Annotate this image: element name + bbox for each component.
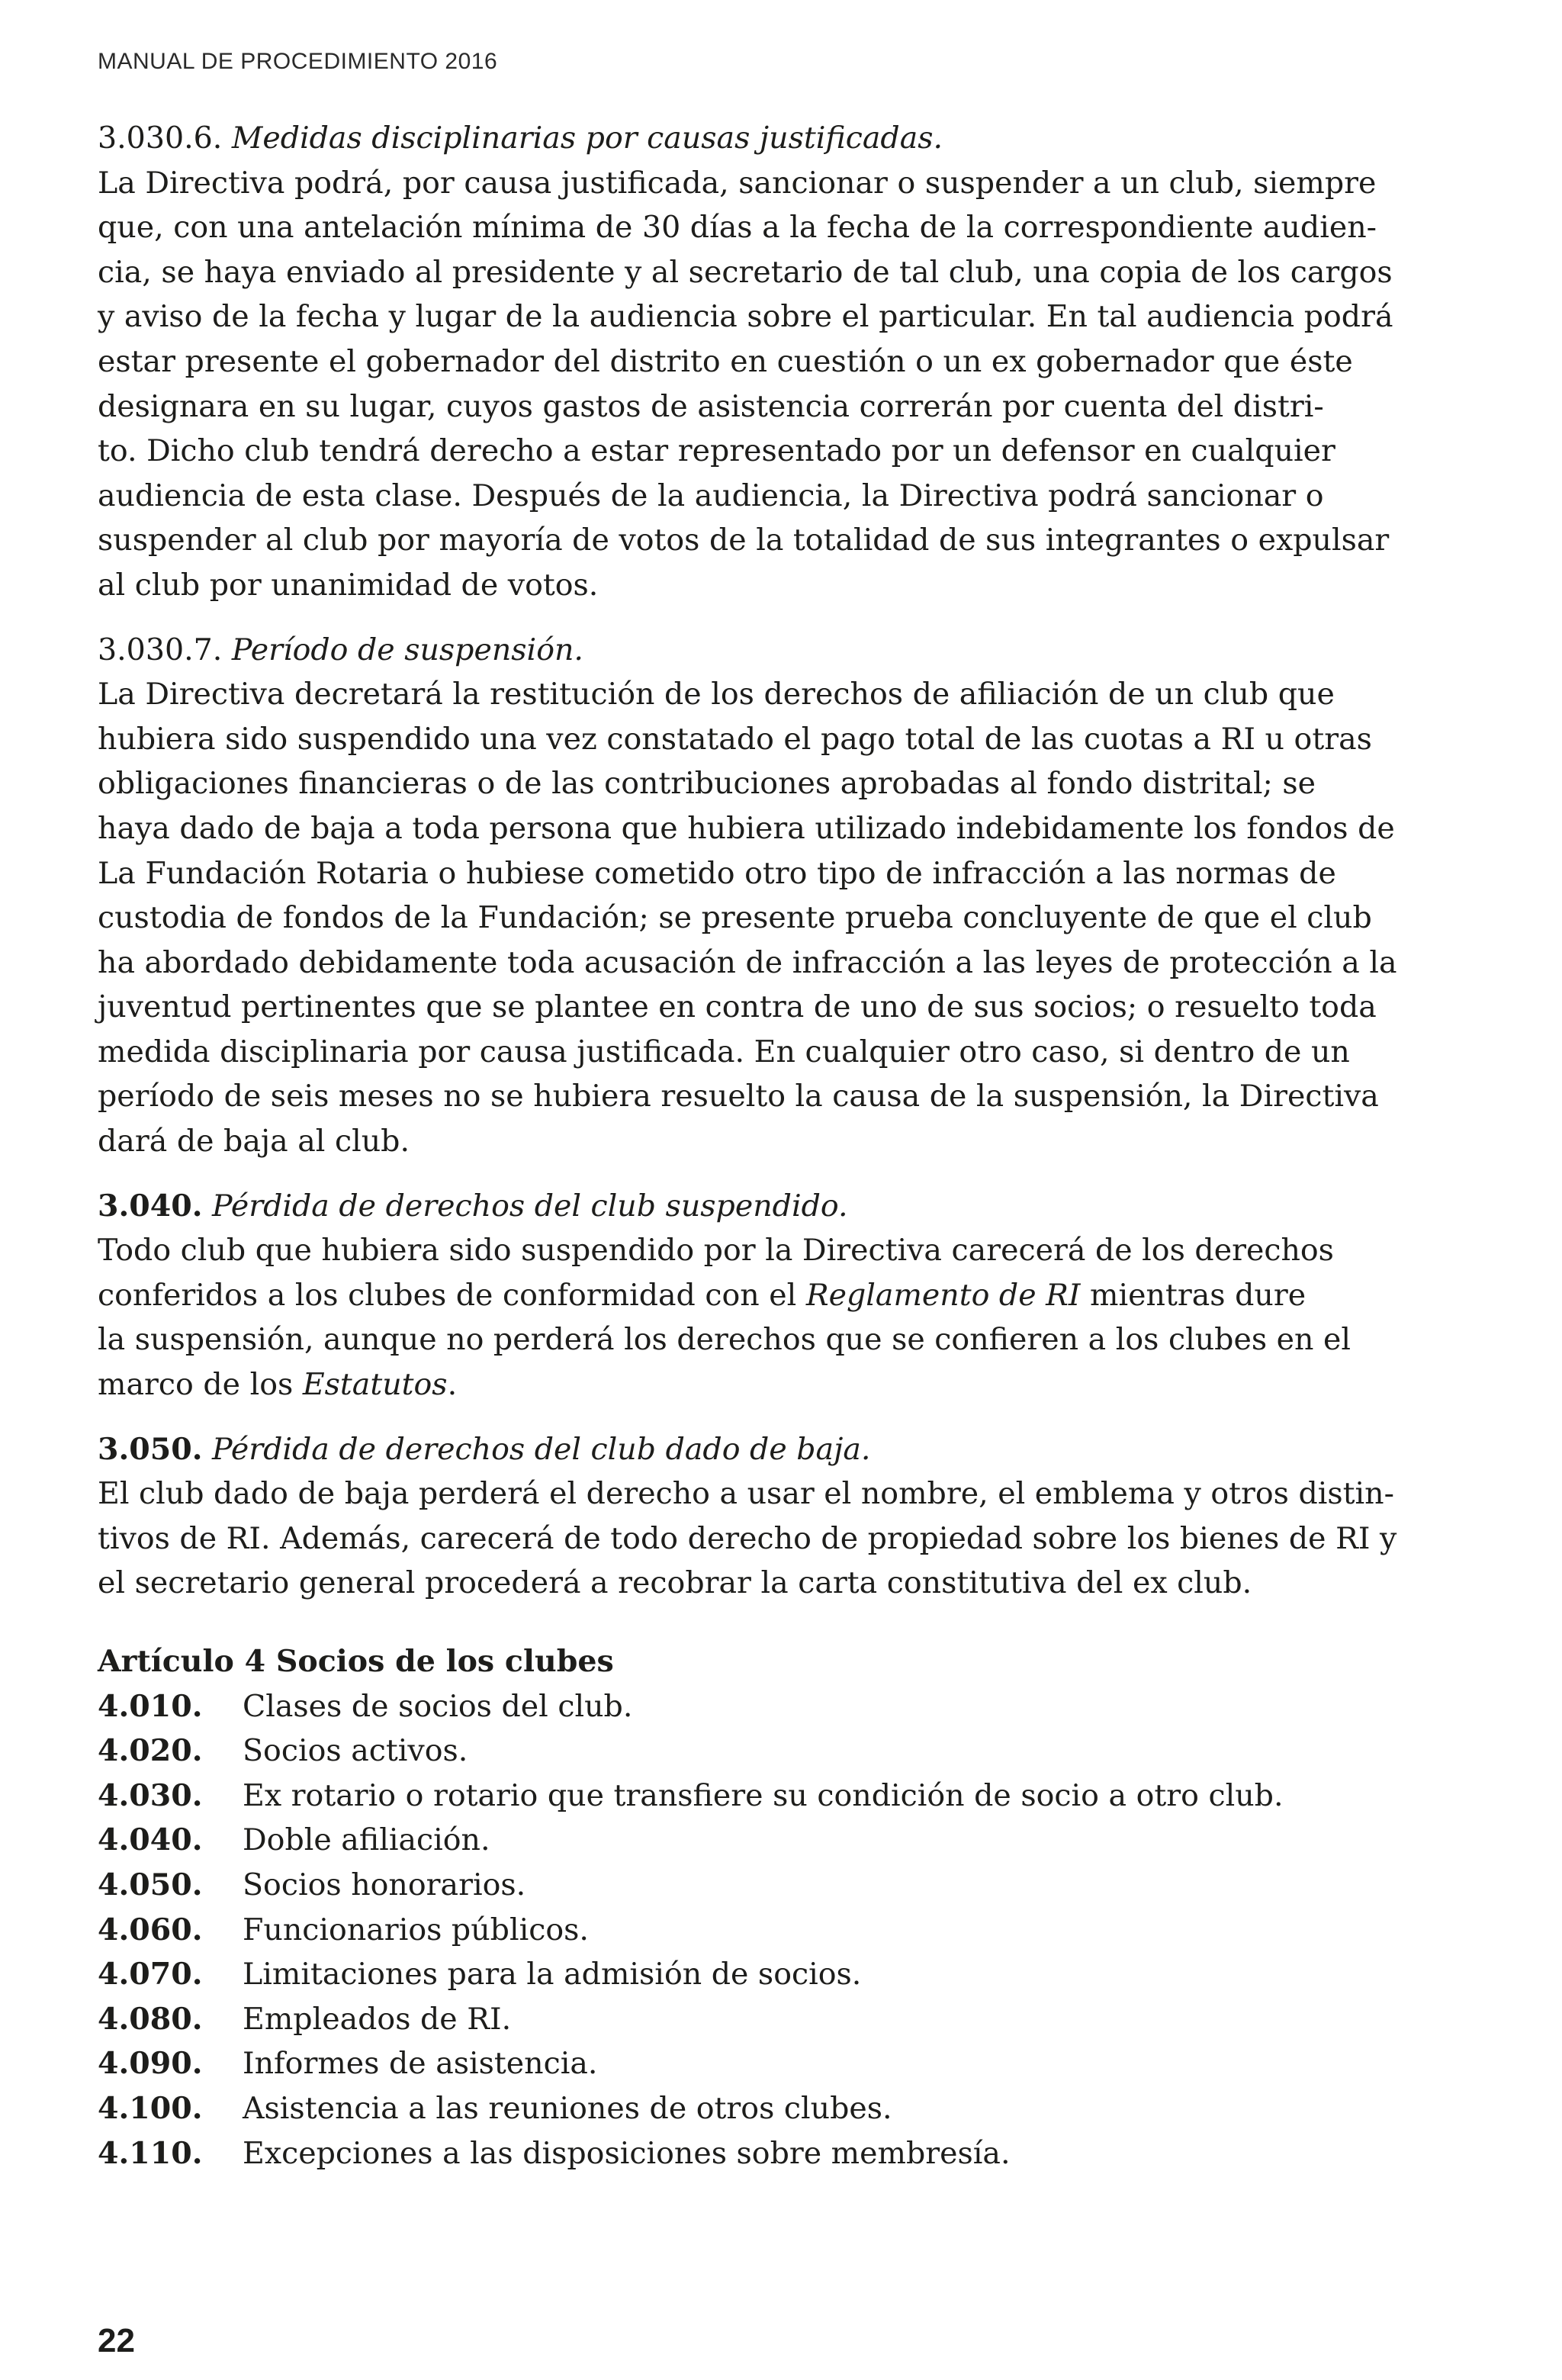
section-title: Período de suspensión.: [231, 632, 583, 667]
toc-item-label: Socios activos.: [243, 1733, 468, 1769]
toc-item-number: 4.080.: [98, 2001, 203, 2037]
article-title: Artículo 4 Socios de los clubes: [98, 1644, 614, 1679]
section-text-line: medida disciplinaria por causa justificada. En cualquier otro caso, si dentro de un: [98, 1034, 1350, 1069]
section-3-040: [98, 1184, 1425, 1407]
section-text-line: La Directiva podrá, por causa justificada, sancionar o suspender a un club, siempre: [98, 165, 1377, 201]
toc-item-label: Clases de socios del club.: [243, 1688, 633, 1724]
toc-item: [98, 1684, 1425, 1729]
section-text-line: hubiera sido suspendido una vez constatado el pago total de las cuotas a RI u otras: [98, 721, 1372, 757]
section-text-line: el secretario general procederá a recobrar la carta constitutiva del ex club.: [98, 1565, 1252, 1601]
section-text-line: El club dado de baja perderá el derecho a usar el nombre, el emblema y otros distin-: [98, 1476, 1394, 1512]
section-heading: [98, 1427, 1425, 1472]
section-text-line: La Directiva decretará la restitución de los derechos de afiliación de un club que: [98, 677, 1335, 712]
toc-item-number: 4.060.: [98, 1912, 203, 1947]
toc-item-label: Excepciones a las disposiciones sobre membresía.: [243, 2135, 1011, 2171]
section-text-line: haya dado de baja a toda persona que hubiera utilizado indebidamente los fondos de: [98, 810, 1395, 846]
toc-item-label: Funcionarios públicos.: [243, 1912, 589, 1947]
section-text-line: juventud pertinentes que se plantee en contra de uno de sus socios; o resuelto toda: [98, 989, 1377, 1025]
text-run: mientras dure: [1080, 1277, 1306, 1313]
section-text-line: [98, 1273, 1425, 1318]
toc-item-number: 4.050.: [98, 1867, 203, 1902]
toc-item: [98, 1729, 1425, 1774]
page-number: 22: [98, 2322, 135, 2359]
section-text-line: obligaciones financieras o de las contribuciones aprobadas al fondo distrital; se: [98, 766, 1316, 802]
section-text-line: audiencia de esta clase. Después de la audiencia, la Directiva podrá sancionar o: [98, 478, 1324, 513]
section-text-line: período de seis meses no se hubiera resuelto la causa de la suspensión, la Directiva: [98, 1079, 1379, 1114]
toc-item-number: 4.110.: [98, 2135, 203, 2171]
toc-item: [98, 1952, 1425, 1997]
toc-item: [98, 1997, 1425, 2042]
section-text-line: [98, 1362, 1425, 1407]
section-text-line: ha abordado debidamente toda acusación de infracción a las leyes de protección a la: [98, 944, 1397, 980]
section-text-line: al club por unanimidad de votos.: [98, 567, 599, 603]
article-4-contents: [98, 1639, 1425, 2176]
page-body: [98, 116, 1425, 2176]
toc-item: [98, 1818, 1425, 1863]
section-title: Medidas disciplinarias por causas justificadas.: [231, 121, 943, 156]
section-text-line: cia, se haya enviado al presidente y al secretario de tal club, una copia de los cargos: [98, 254, 1393, 290]
section-number: 3.030.6.: [98, 121, 223, 156]
toc-item-number: 4.010.: [98, 1688, 203, 1724]
section-title: Pérdida de derechos del club suspendido.: [212, 1188, 848, 1224]
toc-item-label: Socios honorarios.: [243, 1867, 526, 1902]
toc-item: [98, 2041, 1425, 2086]
text-run: .: [447, 1367, 458, 1403]
running-header: MANUAL DE PROCEDIMIENTO 2016: [98, 49, 498, 74]
toc-item-label: Ex rotario o rotario que transfiere su condición de socio a otro club.: [243, 1777, 1284, 1813]
toc-item: [98, 2131, 1425, 2176]
toc-item-label: Informes de asistencia.: [243, 2046, 598, 2082]
section-text-line: to. Dicho club tendrá derecho a estar representado por un defensor en cualquier: [98, 433, 1335, 469]
section-text-line: suspender al club por mayoría de votos de la totalidad de sus integrantes o expulsar: [98, 523, 1390, 558]
section-text-line: que, con una antelación mínima de 30 días a la fecha de la correspondiente audien-: [98, 210, 1377, 246]
section-3-030-7: [98, 628, 1425, 1164]
section-text-line: la suspensión, aunque no perderá los derechos que se confieren a los clubes en el: [98, 1322, 1351, 1358]
toc-item-number: 4.020.: [98, 1733, 203, 1769]
section-text-line: custodia de fondos de la Fundación; se presente prueba concluyente de que el club: [98, 900, 1372, 936]
toc-item-number: 4.100.: [98, 2090, 203, 2126]
toc-item: [98, 2086, 1425, 2131]
toc-item: [98, 1863, 1425, 1908]
text-run: conferidos a los clubes de conformidad con el: [98, 1277, 806, 1313]
section-text-line: Todo club que hubiera sido suspendido por la Directiva carecerá de los derechos: [98, 1233, 1334, 1269]
document-reference: Estatutos: [302, 1367, 448, 1403]
section-number: 3.050.: [98, 1431, 203, 1467]
section-3-030-6: [98, 116, 1425, 608]
section-text-line: y aviso de la fecha y lugar de la audiencia sobre el particular. En tal audiencia podrá: [98, 299, 1393, 335]
toc-item-label: Limitaciones para la admisión de socios.: [243, 1957, 862, 1992]
section-text-line: designara en su lugar, cuyos gastos de asistencia correrán por cuenta del distri-: [98, 388, 1324, 424]
section-text-line: La Fundación Rotaria o hubiese cometido otro tipo de infracción a las normas de: [98, 855, 1336, 891]
text-run: marco de los: [98, 1367, 303, 1403]
toc-item-number: 4.070.: [98, 1957, 203, 1992]
toc-item-number: 4.030.: [98, 1777, 203, 1813]
toc-item-number: 4.090.: [98, 2046, 203, 2082]
section-title: Pérdida de derechos del club dado de baja.: [212, 1431, 871, 1467]
section-number: 3.030.7.: [98, 632, 223, 667]
section-heading: [98, 1184, 1425, 1229]
section-text-line: dará de baja al club.: [98, 1124, 410, 1159]
toc-item-number: 4.040.: [98, 1822, 203, 1858]
toc-item: [98, 1908, 1425, 1953]
section-number: 3.040.: [98, 1188, 203, 1224]
document-reference: Reglamento de RI: [805, 1277, 1081, 1313]
toc-item-label: Doble afiliación.: [243, 1822, 490, 1858]
toc-item-label: Asistencia a las reuniones de otros clubes.: [243, 2090, 892, 2126]
section-text-line: estar presente el gobernador del distrito en cuestión o un ex gobernador que éste: [98, 343, 1353, 379]
section-text-line: tivos de RI. Además, carecerá de todo derecho de propiedad sobre los bienes de RI y: [98, 1520, 1397, 1556]
toc-item: [98, 1774, 1425, 1819]
section-3-050: [98, 1427, 1425, 1606]
toc-item-label: Empleados de RI.: [243, 2001, 512, 2037]
section-heading: [98, 628, 1425, 673]
section-heading: [98, 116, 1425, 161]
